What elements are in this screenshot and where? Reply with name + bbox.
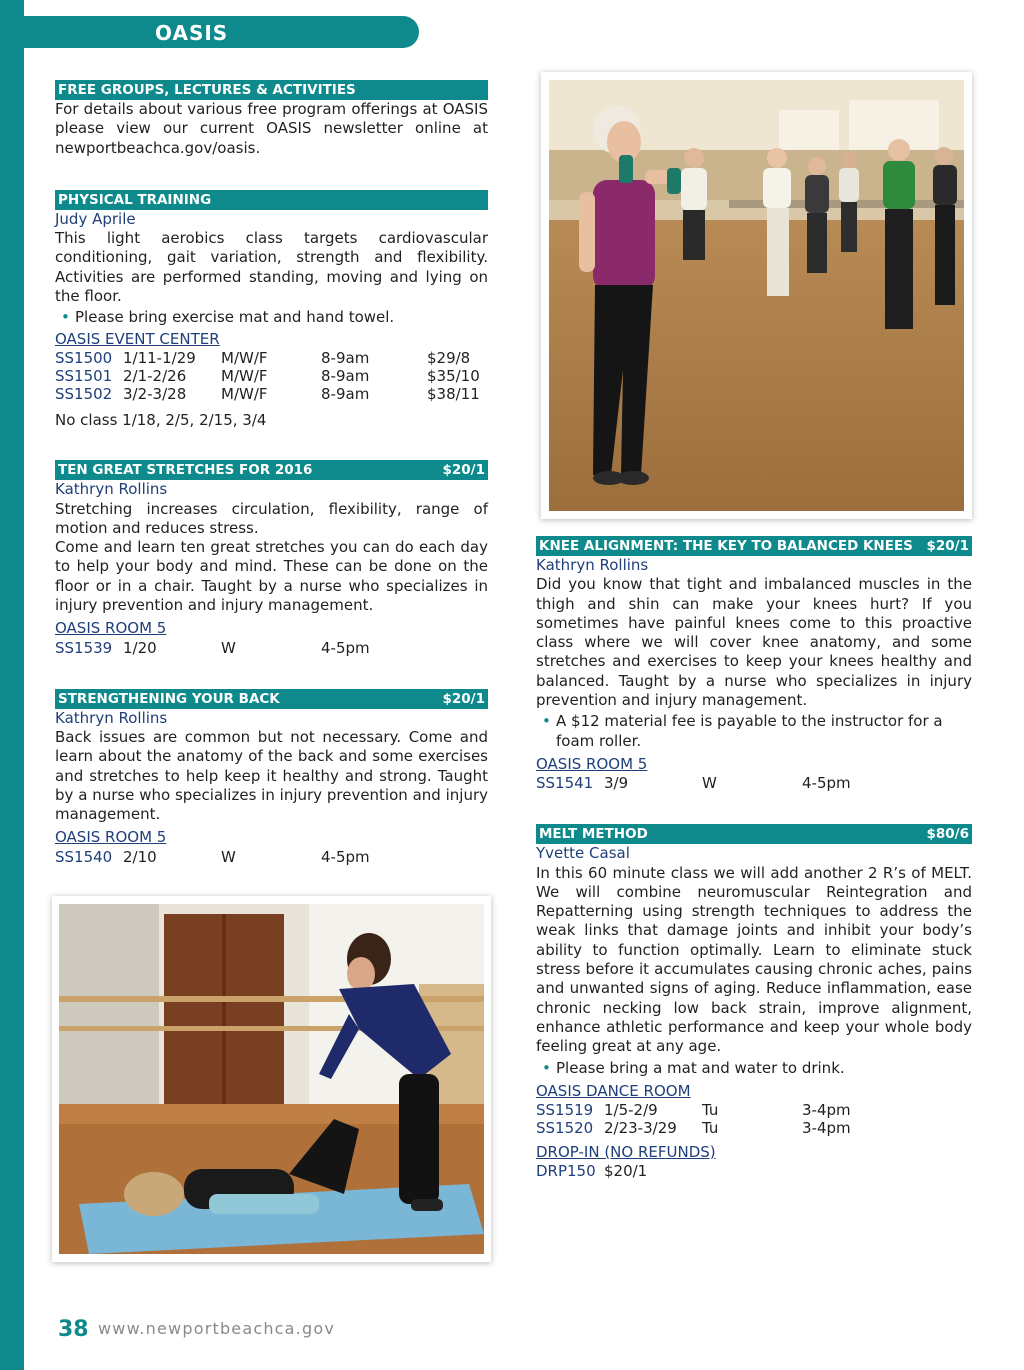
melt-section — [536, 824, 972, 1180]
class-row: SS1539 1/20 W 4-5pm — [55, 638, 370, 657]
knee-header: KNEE ALIGNMENT: THE KEY TO BALANCED KNEES $20/1 — [536, 536, 972, 556]
stretches-description-1: Stretching increases circulation, flexibility, range of motion and reduces stress. — [55, 499, 488, 537]
dropin-row: DRP150 $20/1 — [536, 1162, 648, 1181]
class-row: SS1502 3/2-3/28 M/W/F 8-9am $38/11 — [55, 384, 480, 403]
free-groups-header: FREE GROUPS, LECTURES & ACTIVITIES — [55, 80, 488, 100]
stretches-header: TEN GREAT STRETCHES FOR 2016 $20/1 — [55, 460, 488, 480]
left-column — [55, 80, 488, 866]
physical-training-instructor: Judy Aprile — [55, 209, 136, 228]
melt-bullet: • Please bring a mat and water to drink. — [536, 1059, 972, 1078]
class-row: SS1519 1/5-2/9 Tu 3-4pm — [536, 1101, 851, 1120]
physical-training-description: This light aerobics class targets cardiovascular conditioning, gait variation, strength and flexibility. Activities are performed standing, moving and lying on the floor. — [55, 229, 488, 306]
knee-location[interactable]: OASIS ROOM 5 — [536, 754, 648, 773]
back-instructor: Kathryn Rollins — [55, 708, 168, 727]
physical-training-section — [55, 190, 488, 430]
back-price: $20/1 — [442, 690, 485, 707]
dropin-label[interactable]: DROP-IN (NO REFUNDS) — [536, 1143, 716, 1162]
melt-header: MELT METHOD $80/6 — [536, 824, 972, 844]
back-exercise-photo-image — [59, 904, 484, 1254]
physical-training-location[interactable]: OASIS EVENT CENTER — [55, 329, 220, 348]
right-column — [536, 536, 972, 1180]
section-title: OASIS — [155, 21, 229, 45]
knee-bullet: • A $12 material fee is payable to the instructor for a foam roller. — [536, 712, 972, 751]
stretches-instructor: Kathryn Rollins — [55, 480, 168, 499]
page-number: 38 — [58, 1317, 89, 1342]
physical-training-header: PHYSICAL TRAINING — [55, 190, 488, 210]
back-location[interactable]: OASIS ROOM 5 — [55, 828, 167, 847]
stretches-description-2: Come and learn ten great stretches you can do each day to help your body and mind. These can be done on the floor or in a chair. Taught by a nurse who specializes in injury prevention and injury management. — [55, 538, 488, 615]
class-row: SS1520 2/23-3/29 Tu 3-4pm — [536, 1119, 851, 1138]
free-groups-section — [55, 80, 488, 158]
free-groups-description: For details about various free program offerings at OASIS please view our current OASIS newsletter online at newportbeachca.gov/oasis. — [55, 100, 488, 157]
back-section — [55, 689, 488, 866]
back-header: STRENGTHENING YOUR BACK $20/1 — [55, 689, 488, 709]
melt-description: In this 60 minute class we will add another 2 R’s of MELT. We will combine neuromuscular Reintegration and Repatterning using strength techniques to address the weak links that damage joints and inhibit your body’s ability to function optimally. Learn to eliminate stuck stress before it accumulates causing chronic aches, pains and unwanted signs of aging. Reduce inflammation, ease chronic necking low back strain, improve alignment, enhance athletic performance and keep your whole body feeling great at any age. — [536, 863, 972, 1056]
class-row: SS1501 2/1-2/26 M/W/F 8-9am $35/10 — [55, 366, 480, 385]
stretches-section — [55, 460, 488, 656]
class-row: SS1500 1/11-1/29 M/W/F 8-9am $29/8 — [55, 348, 471, 367]
melt-location[interactable]: OASIS DANCE ROOM — [536, 1081, 691, 1100]
physical-training-bullet: • Please bring exercise mat and hand towel. — [55, 308, 488, 327]
melt-instructor: Yvette Casal — [536, 844, 630, 863]
knee-instructor: Kathryn Rollins — [536, 556, 649, 574]
back-description: Back issues are common but not necessary. Come and learn about the anatomy of the back and some exercises and stretches to help keep it healthy and strong. Taught by a nurse who specializes in injury prevention and injury management. — [55, 727, 488, 824]
class-row: SS1541 3/9 W 4-5pm — [536, 774, 851, 793]
knee-section — [536, 536, 972, 792]
stretches-price: $20/1 — [442, 462, 485, 479]
aerobics-photo-image — [549, 80, 964, 511]
footer-url[interactable]: www.newportbeachca.gov — [98, 1319, 335, 1338]
stretches-location[interactable]: OASIS ROOM 5 — [55, 619, 167, 638]
knee-description: Did you know that tight and imbalanced muscles in the thigh and shin can make your knees hurt? If you sometimes have painful knees come to this proactive class where we will cover knee anatomy, and some stretches and exercises to keep your knees healthy and balanced. Taught by a nurse who specializes in injury prevention and injury management. — [536, 575, 972, 710]
left-sidebar-bar — [0, 0, 24, 1370]
physical-training-note: No class 1/18, 2/5, 2/15, 3/4 — [55, 410, 267, 429]
knee-price: $20/1 — [926, 538, 969, 554]
back-exercise-photo — [52, 896, 491, 1262]
melt-price: $80/6 — [926, 826, 969, 843]
aerobics-class-photo — [541, 72, 972, 519]
class-row: SS1540 2/10 W 4-5pm — [55, 847, 370, 866]
